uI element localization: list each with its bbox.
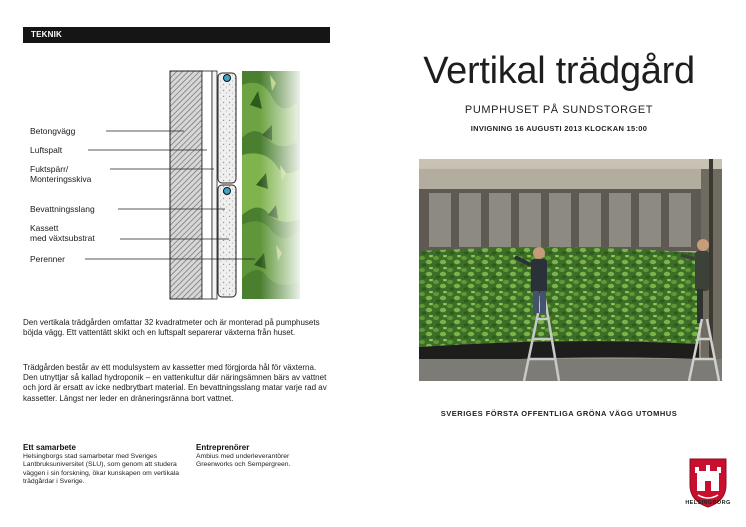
irrigation-hose-icon bbox=[224, 188, 231, 195]
page-subtitle: PUMPHUSET PÅ SUNDSTORGET bbox=[464, 104, 654, 116]
wall-cross-section-diagram bbox=[30, 65, 330, 305]
intro-paragraph: Den vertikala trädgården omfattar 32 kvadratmeter och är monterad på pumphusets böjda vägg. Ett vattentätt skikt och en luftspalt separerar växterna från huset. bbox=[23, 318, 320, 338]
photo-illustration bbox=[419, 159, 722, 381]
section-header-teknik: TEKNIK bbox=[23, 27, 330, 43]
system-paragraph: Trädgården består av ett modulsystem av kassetter med förgjorda hål för växterna. Den utnyttjar så kallad hydroponik – en vattenkultur där näringsämnen bärs av vattnet och jord är ersatt av icke nedbrytbart material. En bevattningsslang matar varje rad av kassetter. Längst ner leder en dräneringsränna bort vattnet. bbox=[23, 363, 327, 403]
cassette-upper bbox=[218, 73, 236, 183]
contractors-heading: Entreprenörer bbox=[196, 443, 250, 452]
diagram-illustration bbox=[30, 65, 330, 305]
concrete-wall-layer bbox=[170, 71, 202, 299]
green-wall-photo bbox=[419, 159, 722, 381]
label-perennials: Perenner bbox=[30, 254, 65, 264]
page-title: Vertikal trädgård bbox=[423, 50, 695, 92]
collaboration-heading: Ett samarbete bbox=[23, 443, 76, 452]
irrigation-hose-icon bbox=[224, 75, 231, 82]
cassette-lower bbox=[218, 185, 236, 297]
moisture-barrier-layer bbox=[212, 71, 217, 299]
logo-wordmark: HELSINGBORG bbox=[685, 500, 731, 506]
plant-foliage bbox=[242, 71, 305, 299]
label-concrete-wall: Betongvägg bbox=[30, 126, 76, 136]
label-irrigation-hose: Bevattningsslang bbox=[30, 204, 95, 214]
label-moisture-barrier: Fuktspärr/ Monteringsskiva bbox=[30, 164, 92, 184]
label-cassette: Kassett med växtsubstrat bbox=[30, 223, 95, 243]
tagline: SVERIGES FÖRSTA OFFENTLIGA GRÖNA VÄGG UTOMHUS bbox=[440, 409, 678, 418]
collaboration-text: Helsingborgs stad samarbetar med Sveriges Lantbruksuniversitet (SLU), som genom att studera väggen i sin forskning, ökar kunskapen om vertikala trädgårdar i Sverige. bbox=[23, 453, 180, 486]
label-air-gap: Luftspalt bbox=[30, 145, 63, 155]
contractors-text: Ambius med underleverantörer Greenworks och Sempergreen. bbox=[196, 453, 291, 469]
air-gap-layer bbox=[202, 71, 212, 299]
inauguration-date: INVIGNING 16 AUGUSTI 2013 KLOCKAN 15:00 bbox=[470, 124, 648, 133]
